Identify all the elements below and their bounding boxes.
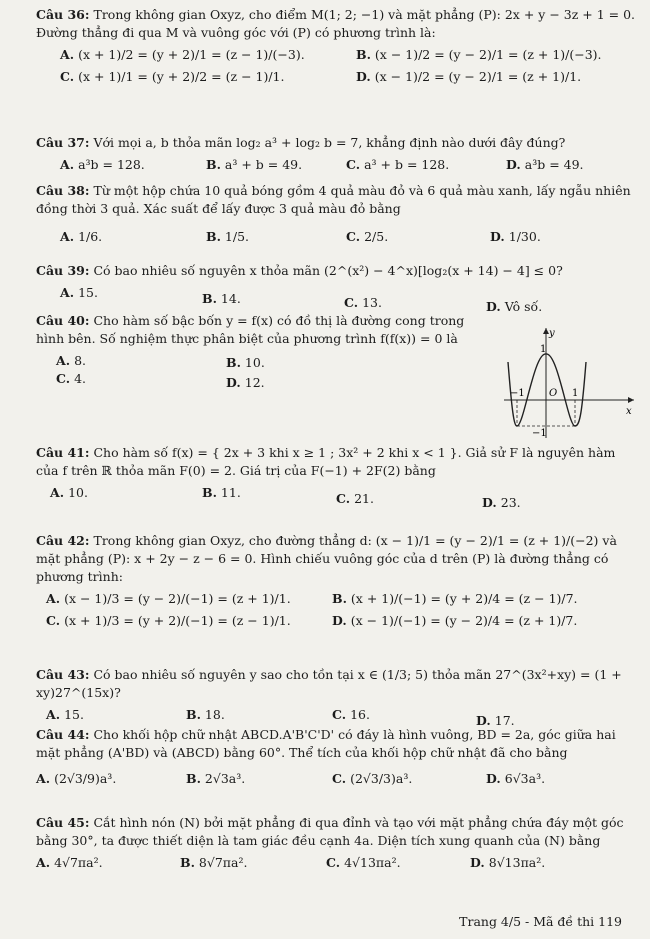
question-number: Câu 44: [36, 727, 90, 742]
question-44 [36, 726, 636, 796]
question-number: Câu 45: [36, 815, 90, 830]
question-stem: Cắt hình nón (N) bởi mặt phẳng đi qua đỉnh và tạo với mặt phẳng chứa đáy một góc bằng 30°, ta được thiết diện là tam giác đều cạnh 4a. Diện tích xung quanh của (N) bằng [36, 815, 624, 848]
option-a[interactable]: A. 1/6. [60, 229, 103, 244]
question-43 [36, 666, 636, 732]
option-d[interactable]: D. 23. [482, 495, 521, 510]
option-a[interactable]: A. 15. [60, 285, 98, 300]
x-tick-1: 1 [572, 388, 579, 399]
origin-label: O [549, 388, 558, 399]
option-a[interactable]: A. 4√7πa². [36, 855, 103, 870]
question-stem: Trong không gian Oxyz, cho điểm M(1; 2; −1) và mặt phẳng (P): 2x + y − 3z + 1 = 0. Đường thẳng đi qua M và vuông góc với (P) có phương trình là: [36, 7, 636, 40]
question-40 [36, 312, 496, 392]
option-c[interactable]: C. 13. [344, 295, 382, 310]
option-c[interactable]: C. 4√13πa². [326, 855, 401, 870]
question-stem: Với mọi a, b thỏa mãn log₂ a³ + log₂ b = 7, khẳng định nào dưới đây đúng? [93, 135, 566, 150]
question-38 [36, 182, 636, 258]
option-a[interactable]: A. (x − 1)/3 = (y − 2)/(−1) = (z + 1)/1. [46, 591, 291, 606]
option-d[interactable]: D. 6√3a³. [486, 771, 546, 786]
y-axis-label: y [549, 328, 555, 339]
option-c[interactable]: C. (2√3/3)a³. [332, 771, 413, 786]
option-b[interactable]: B. 10. [226, 355, 265, 370]
question-number: Câu 37: [36, 135, 90, 150]
option-d[interactable]: D. 1/30. [490, 229, 541, 244]
option-b[interactable]: B. (x + 1)/(−1) = (y + 2)/4 = (z − 1)/7. [332, 591, 578, 606]
quartic-graph [500, 322, 640, 440]
page-footer: Trang 4/5 - Mã đề thi 119 [459, 914, 622, 929]
option-a[interactable]: A. a³b = 128. [60, 157, 145, 172]
option-c[interactable]: C. 2/5. [346, 229, 389, 244]
question-stem: Cho khối hộp chữ nhật ABCD.A'B'C'D' có đáy là hình vuông, BD = 2a, góc giữa hai mặt phẳng (A'BD) và (ABCD) bằng 60°. Thể tích của khối hộp chữ nhật đã cho bằng [36, 727, 616, 760]
y-tick-1: 1 [540, 344, 547, 355]
option-b[interactable]: B. 18. [186, 707, 225, 722]
question-41 [36, 444, 636, 512]
x-axis-label: x [626, 406, 632, 417]
question-number: Câu 41: [36, 445, 90, 460]
y-tick-minus-1: −1 [532, 428, 547, 439]
question-stem: Từ một hộp chứa 10 quả bóng gồm 4 quả màu đỏ và 6 quả màu xanh, lấy ngẫu nhiên đồng thời 3 quả. Xác suất để lấy được 3 quả màu đỏ bằng [36, 183, 631, 216]
question-stem: Cho hàm số f(x) = { 2x + 3 khi x ≥ 1 ; 3x² + 2 khi x < 1 }. Giả sử F là nguyên hàm của f trên ℝ thỏa mãn F(0) = 2. Giá trị của F(−1) + 2F(2) bằng [36, 445, 616, 478]
option-c[interactable]: C. 4. [56, 371, 87, 386]
option-d[interactable]: D. Vô số. [486, 299, 543, 314]
option-c[interactable]: C. (x + 1)/3 = (y + 2)/(−1) = (z − 1)/1. [46, 613, 291, 628]
question-number: Câu 42: [36, 533, 90, 548]
option-d[interactable]: D. (x − 1)/2 = (y − 2)/1 = (z + 1)/1. [356, 69, 582, 84]
option-b[interactable]: B. (x − 1)/2 = (y − 2)/1 = (z + 1)/(−3). [356, 47, 602, 62]
question-stem: Có bao nhiêu số nguyên x thỏa mãn (2^(x²) − 4^x)[log₂(x + 14) − 4] ≤ 0? [93, 263, 563, 278]
option-b[interactable]: B. 11. [202, 485, 241, 500]
option-a[interactable]: A. 15. [46, 707, 84, 722]
option-b[interactable]: B. 1/5. [206, 229, 250, 244]
question-stem: Trong không gian Oxyz, cho đường thẳng d: (x − 1)/1 = (y − 2)/1 = (z + 1)/(−2) và mặt phẳng (P): x + 2y − z − 6 = 0. Hình chiếu vuông góc của d trên (P) là đường thẳng có phương trình: [36, 533, 617, 584]
option-c[interactable]: C. 16. [332, 707, 370, 722]
question-number: Câu 40: [36, 313, 90, 328]
question-42 [36, 532, 636, 630]
option-d[interactable]: D. 12. [226, 375, 265, 390]
option-a[interactable]: A. (2√3/9)a³. [36, 771, 117, 786]
option-c[interactable]: C. 21. [336, 491, 374, 506]
x-tick-minus-1: −1 [510, 388, 525, 399]
option-c[interactable]: C. (x + 1)/1 = (y + 2)/2 = (z − 1)/1. [60, 69, 285, 84]
option-a[interactable]: A. (x + 1)/2 = (y + 2)/1 = (z − 1)/(−3). [60, 47, 305, 62]
question-37 [36, 134, 636, 178]
question-36 [36, 6, 636, 86]
option-d[interactable]: D. 17. [476, 713, 515, 728]
option-a[interactable]: A. 10. [50, 485, 88, 500]
x-axis-arrow-icon [628, 397, 634, 403]
option-d[interactable]: D. 8√13πa². [470, 855, 546, 870]
option-b[interactable]: B. 14. [202, 291, 241, 306]
option-c[interactable]: C. a³ + b = 128. [346, 157, 450, 172]
option-b[interactable]: B. 8√7πa². [180, 855, 248, 870]
question-number: Câu 39: [36, 263, 90, 278]
option-b[interactable]: B. a³ + b = 49. [206, 157, 303, 172]
option-d[interactable]: D. (x − 1)/(−1) = (y − 2)/4 = (z + 1)/7. [332, 613, 578, 628]
question-39 [36, 262, 636, 314]
question-number: Câu 38: [36, 183, 90, 198]
option-a[interactable]: A. 8. [56, 353, 86, 368]
option-d[interactable]: D. a³b = 49. [506, 157, 584, 172]
option-b[interactable]: B. 2√3a³. [186, 771, 246, 786]
question-stem: Có bao nhiêu số nguyên y sao cho tồn tại x ∈ (1/3; 5) thỏa mãn 27^(3x²+xy) = (1 + xy)27^(15x)? [36, 667, 622, 700]
question-number: Câu 36: [36, 7, 90, 22]
question-45 [36, 814, 636, 876]
question-stem: Cho hàm số bậc bốn y = f(x) có đồ thị là đường cong trong hình bên. Số nghiệm thực phân biệt của phương trình f(f(x)) = 0 là [36, 313, 465, 346]
question-number: Câu 43: [36, 667, 90, 682]
